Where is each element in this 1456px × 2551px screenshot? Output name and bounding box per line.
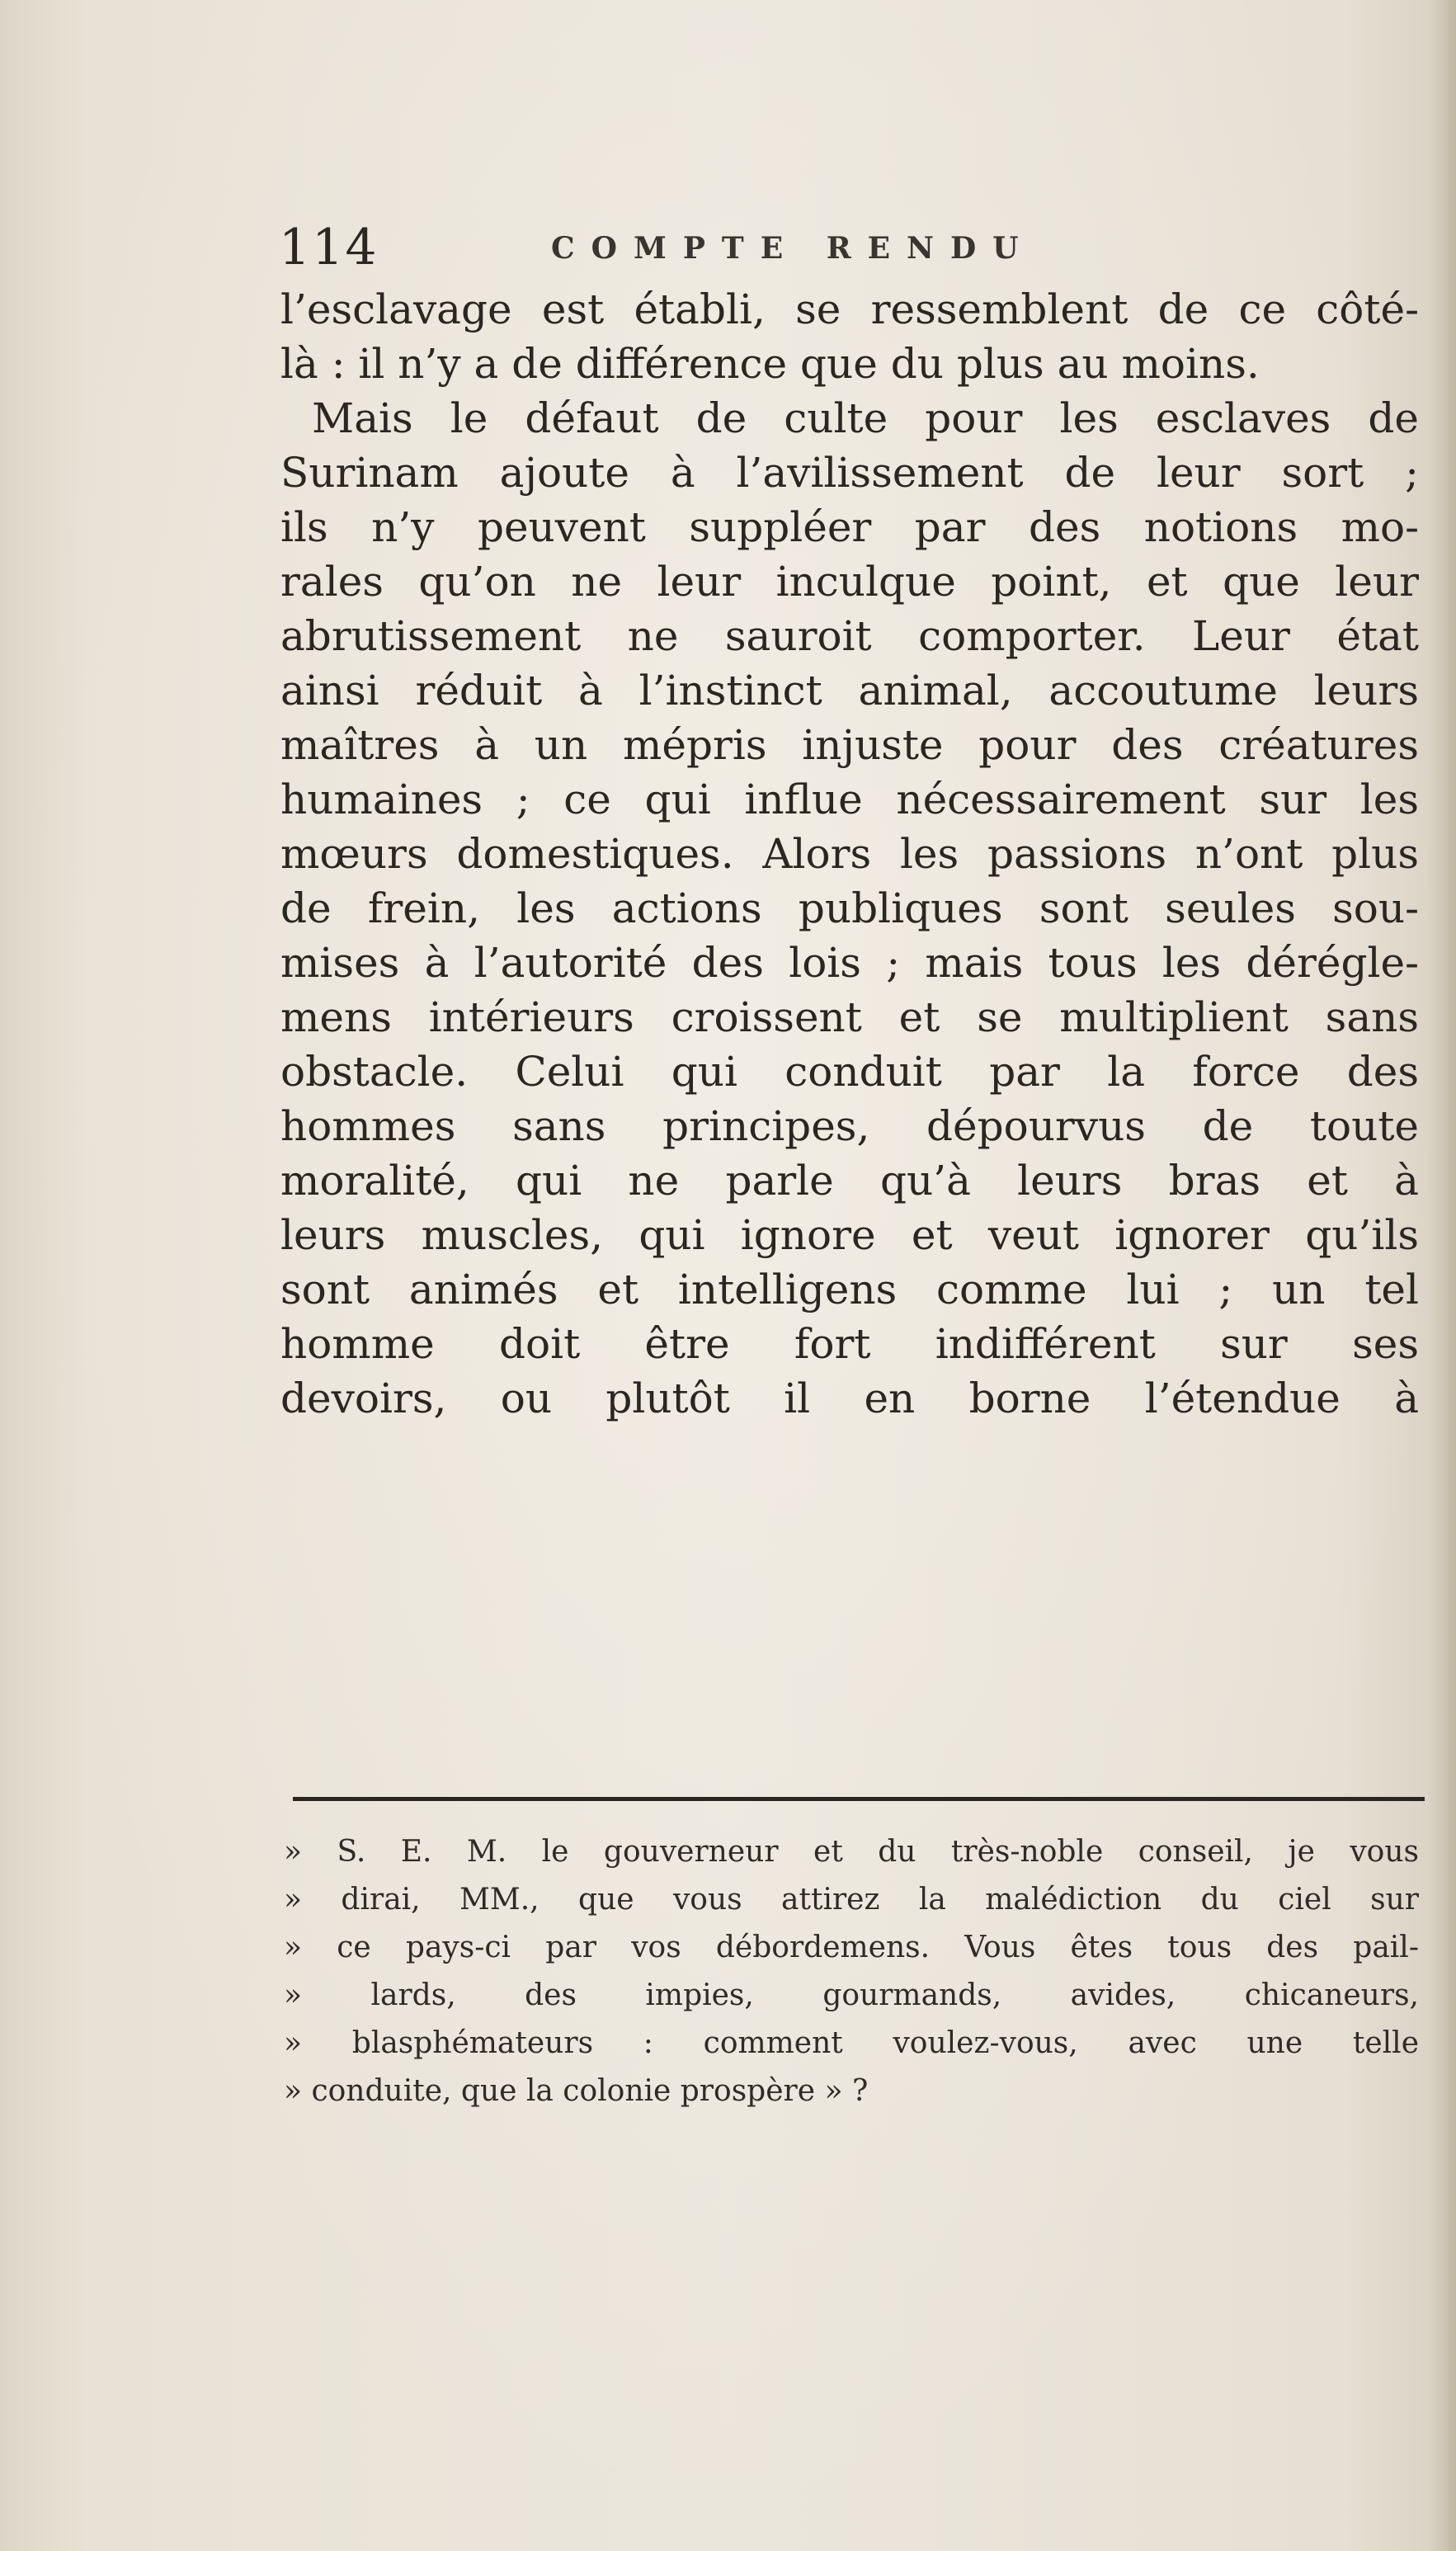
footnote — [284, 1828, 1419, 2115]
text-line: ainsi réduit à l’instinct animal, accoutume leurs — [280, 667, 1419, 714]
text-line: là : il n’y a de différence que du plus au moins. — [280, 340, 1260, 388]
text-line: Mais le défaut de culte pour les esclaves de — [312, 394, 1419, 442]
text-line: leurs muscles, qui ignore et veut ignorer qu’ils — [280, 1211, 1419, 1259]
text-line: sont animés et intelligens comme lui ; un tel — [280, 1266, 1419, 1313]
text-line: abrutissement ne sauroit comporter. Leur état — [280, 612, 1419, 660]
text-line: hommes sans principes, dépourvus de toute — [280, 1102, 1419, 1150]
text-line: devoirs, ou plutôt il en borne l’étendue à — [280, 1375, 1419, 1422]
text-line: maîtres à un mépris injuste pour des créatures — [280, 721, 1419, 769]
footnote-line: » S. E. M. le gouverneur et du très-noble conseil, je vous — [284, 1835, 1419, 1869]
main-text — [280, 282, 1419, 1426]
text-line: de frein, les actions publiques sont seules sou- — [280, 884, 1419, 932]
text-line: humaines ; ce qui influe nécessairement sur les — [280, 776, 1419, 823]
page-edge-shadow — [1428, 0, 1456, 2551]
text-line: homme doit être fort indifférent sur ses — [280, 1320, 1419, 1368]
text-line: mens intérieurs croissent et se multiplient sans — [280, 993, 1419, 1041]
text-line: mœurs domestiques. Alors les passions n’ont plus — [280, 830, 1419, 878]
running-title: COMPTE RENDU — [551, 231, 1035, 266]
text-line: mises à l’autorité des lois ; mais tous les dérégle- — [280, 939, 1419, 987]
footnote-line: » blasphémateurs : comment voulez-vous, avec une telle — [284, 2026, 1419, 2060]
text-line: l’esclavage est établi, se ressemblent de ce côté- — [280, 285, 1419, 333]
text-line: moralité, qui ne parle qu’à leurs bras et à — [280, 1157, 1419, 1205]
footnote-divider — [293, 1797, 1425, 1801]
footnote-line: » dirai, MM., que vous attirez la malédiction du ciel sur — [284, 1883, 1419, 1917]
text-line: rales qu’on ne leur inculque point, et que leur — [280, 558, 1419, 606]
footnote-line: » lards, des impies, gourmands, avides, chicaneurs, — [284, 1978, 1419, 2012]
text-line: ils n’y peuvent suppléer par des notions mo- — [280, 503, 1419, 551]
text-line: Surinam ajoute à l’avilissement de leur sort ; — [280, 449, 1419, 497]
text-line: obstacle. Celui qui conduit par la force des — [280, 1048, 1419, 1096]
page-number: 114 — [279, 219, 379, 276]
footnote-line: » conduite, que la colonie prospère » ? — [284, 2074, 869, 2108]
footnote-line: » ce pays-ci par vos débordemens. Vous êtes tous des pail- — [284, 1931, 1419, 1964]
running-head — [279, 215, 1417, 281]
